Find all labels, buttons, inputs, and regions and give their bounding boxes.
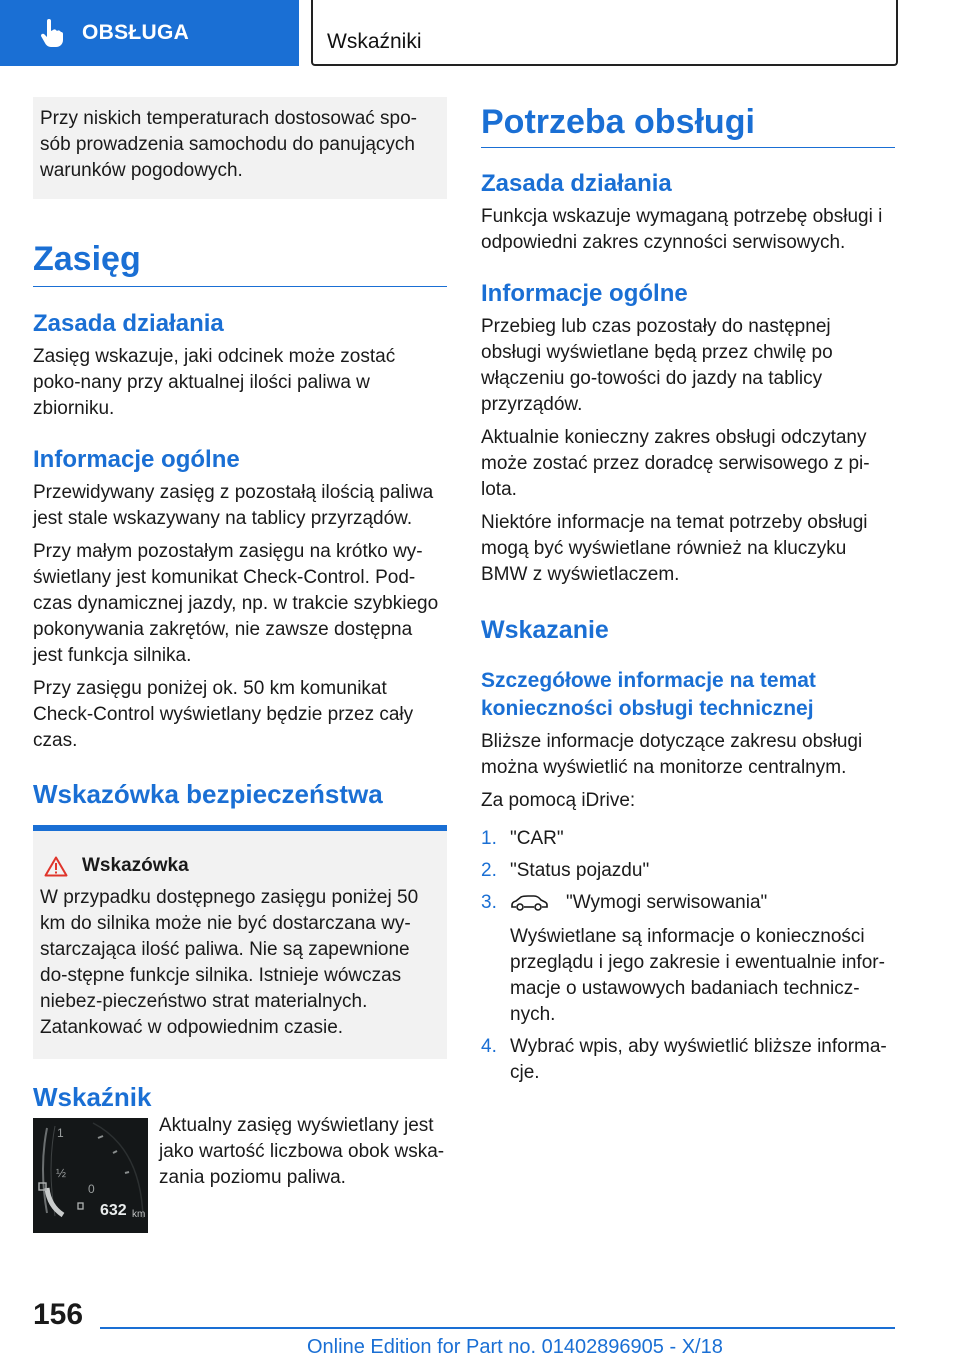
section-tab[interactable] (0, 0, 299, 66)
note-box (33, 97, 447, 199)
gauge-tick-half: ½ (56, 1166, 67, 1180)
step-body (510, 890, 895, 1028)
range-principle-heading: Zasada działania (33, 310, 224, 337)
indicator-heading: Wskaźnik (33, 1082, 152, 1112)
range-principle-text: Zasięg wskazuje, jaki odcinek może zostać poko-nany przy aktualnej ilości paliwa w zbiorniku. (33, 346, 396, 419)
gauge-tick-empty: 0 (88, 1182, 95, 1196)
service-principle-text: Funkcja wskazuje wymaganą potrzebę obsługi i odpowiedni zakres czynności serwisowych. (481, 206, 883, 253)
list-item (481, 858, 895, 884)
car-icon (510, 894, 548, 912)
service-general-p1: Przebieg lub czas pozostały do następnej obsługi wyświetlane będą przez chwilę po włączeniu go-towości do jazdy na tablicy przyrządów. (481, 316, 833, 415)
detail-heading: Szczegółowe informacje na temat konieczności obsługi technicznej (481, 669, 816, 720)
list-item (481, 826, 895, 852)
step-number: 4. (481, 1036, 497, 1057)
step-number: 3. (481, 892, 497, 913)
breadcrumb (311, 0, 898, 66)
service-title: Potrzeba obsługi (481, 97, 895, 148)
right-column (481, 97, 895, 1092)
indicator-section (33, 1115, 447, 1233)
section-label: OBSŁUGA (82, 21, 190, 44)
list-item (481, 1034, 895, 1086)
gauge-tick-full: 1 (57, 1126, 64, 1140)
footer-divider (100, 1327, 895, 1329)
gauge-unit: km (132, 1209, 146, 1220)
indicator-text: Aktualny zasięg wyświetlany jest jako wartość liczbowa obok wska-zania poziomu paliwa. (159, 1115, 445, 1188)
warning-box (33, 831, 447, 1059)
fuel-gauge-image (33, 1118, 148, 1233)
range-general-heading: Informacje ogólne (33, 446, 240, 473)
steps-list (481, 826, 895, 1086)
page-number: 156 (33, 1298, 84, 1331)
range-general-p3: Przy zasięgu poniżej ok. 50 km komunikat Check-Control wyświetlany będzie przez cały czas. (33, 678, 414, 751)
warning-text: W przypadku dostępnego zasięgu poniżej 50 km do silnika może nie być dostarczana wy-starczająca ilość paliwa. Nie są zapewnione do-stępne funkcje silnika. Istnieje wówczas niebez-pieczeństwo strat materialnych. Zatankować w odpowiednim czasie. (40, 887, 419, 1038)
step-text: "Wymogi serwisowania" (566, 892, 768, 913)
service-general-heading: Informacje ogólne (481, 280, 688, 307)
service-principle-heading: Zasada działania (481, 170, 672, 197)
step-number: 2. (481, 860, 497, 881)
warning-title: Wskazówka (82, 855, 189, 876)
step-subtext: Wyświetlane są informacje o konieczności przeglądu i jego zakresie i ewentualnie infor-macje o ustawowych badaniach technicz-nych. (510, 926, 885, 1025)
range-title: Zasięg (33, 239, 447, 287)
gauge-range-value: 632 (100, 1202, 127, 1219)
service-general-p3: Niektóre informacje na temat potrzeby obsługi mogą być wyświetlane również na kluczyku BMW z wyświetlaczem. (481, 512, 868, 585)
warning-title-row (40, 853, 439, 879)
step-number: 1. (481, 828, 497, 849)
edition-text: Online Edition for Part no. 01402896905 - X/18 (307, 1336, 723, 1358)
display-heading: Wskazanie (481, 616, 609, 644)
detail-p2: Za pomocą iDrive: (481, 790, 636, 811)
step-text: Wybrać wpis, aby wyświetlić bliższe informa-cje. (510, 1036, 887, 1083)
left-column (33, 97, 447, 1233)
step-text: "CAR" (510, 828, 564, 849)
service-general-p2: Aktualnie konieczny zakres obsługi odczytany może zostać przez doradcę serwisowego z pi-lota. (481, 427, 870, 500)
warning-triangle-icon (44, 856, 68, 877)
detail-p1: Bliższe informacje dotyczące zakresu obsługi można wyświetlić na monitorze centralnym. (481, 731, 863, 778)
step-text: "Status pojazdu" (510, 860, 650, 881)
note-text: Przy niskich temperaturach dostosować spo-sób prowadzenia samochodu do panujących warunków pogodowych. (40, 108, 417, 181)
hand-pointer-icon (36, 18, 66, 48)
safety-heading: Wskazówka bezpieczeństwa (33, 779, 383, 809)
range-general-p2: Przy małym pozostałym zasięgu na krótko wy-świetlany jest komunikat Check-Control. Pod-czas dynamicznej jazdy, np. w trakcie szybkiego pokonywania zakrętów, nie zawsze dostępna jest funkcja silnika. (33, 541, 439, 666)
list-item (481, 890, 895, 1028)
breadcrumb-text: Wskaźniki (327, 30, 422, 53)
range-general-p1: Przewidywany zasięg z pozostałą ilością paliwa jest stale wskazywany na tablicy przyrządów. (33, 482, 434, 529)
